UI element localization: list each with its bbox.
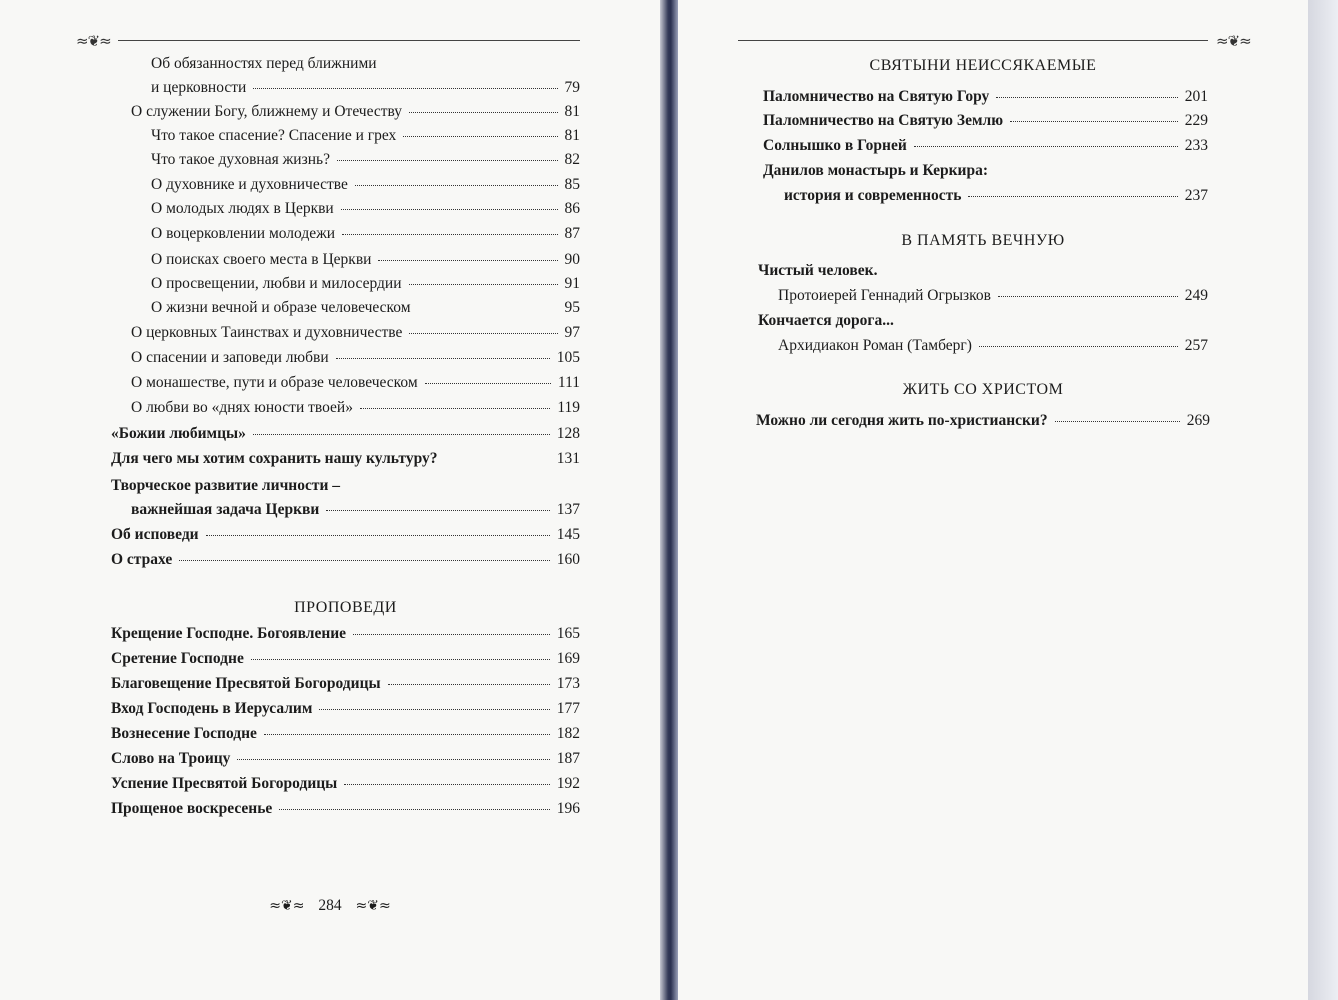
toc-page-number: 249 bbox=[1184, 287, 1208, 304]
toc-page-number: 128 bbox=[556, 425, 580, 442]
toc-leader bbox=[253, 88, 557, 89]
toc-leader bbox=[353, 634, 550, 635]
toc-leader bbox=[914, 146, 1178, 147]
right-page bbox=[678, 0, 1308, 1000]
toc-entry-title: история и современность bbox=[784, 187, 962, 204]
toc-entry bbox=[111, 750, 580, 774]
toc-entry-title: О молодых людях в Церкви bbox=[151, 200, 334, 217]
section-heading-sermons: ПРОПОВЕДИ bbox=[294, 599, 397, 616]
toc-entry-title: Прощеное воскресенье bbox=[111, 800, 273, 817]
folio-ornament-right: ≈❦≈ bbox=[355, 898, 391, 915]
toc-page-number: 97 bbox=[564, 324, 580, 341]
toc-page-number: 182 bbox=[556, 725, 580, 742]
toc-leader bbox=[409, 333, 557, 334]
toc-entry-title: Сретение Господне bbox=[111, 650, 244, 667]
toc-entry-title: О церковных Таинствах и духовничестве bbox=[131, 324, 403, 341]
toc-entry-title: Успение Пресвятой Богородицы bbox=[111, 775, 338, 792]
toc-entry-title: Слово на Троицу bbox=[111, 750, 231, 767]
toc-entry bbox=[151, 200, 580, 224]
toc-page-number: 269 bbox=[1186, 412, 1210, 429]
toc-entry bbox=[151, 79, 580, 103]
toc-entry-title: Вознесение Господне bbox=[111, 725, 257, 742]
toc-entry bbox=[111, 725, 580, 749]
toc-leader bbox=[253, 434, 550, 435]
toc-page-number: 119 bbox=[557, 399, 580, 416]
toc-page-number: 81 bbox=[564, 127, 580, 144]
toc-page-number: 85 bbox=[564, 176, 580, 193]
header-ornament-left: ≈❦≈ bbox=[76, 32, 111, 50]
page-edge bbox=[1308, 0, 1338, 1000]
toc-entry-title: Что такое духовная жизнь? bbox=[151, 151, 330, 168]
toc-entry bbox=[111, 650, 580, 674]
toc-entry-title: О спасении и заповеди любви bbox=[131, 349, 329, 366]
toc-entry-title: О духовнике и духовничестве bbox=[151, 176, 348, 193]
toc-leader bbox=[378, 260, 557, 261]
toc-entry bbox=[131, 501, 580, 525]
left-page bbox=[0, 0, 660, 1000]
toc-entry-title: О любви во «днях юности твоей» bbox=[131, 399, 353, 416]
toc-page-number: 105 bbox=[556, 349, 580, 366]
toc-page-number: 79 bbox=[564, 79, 580, 96]
toc-page-number: 257 bbox=[1184, 337, 1208, 354]
toc-entry bbox=[111, 551, 580, 575]
toc-page-number: 169 bbox=[556, 650, 580, 667]
toc-entry-title: Солнышко в Горней bbox=[763, 137, 907, 154]
toc-page-number: 90 bbox=[564, 251, 580, 268]
toc-entry bbox=[784, 187, 1208, 211]
toc-entry bbox=[111, 425, 580, 449]
toc-entry-title: Чистый человек. bbox=[758, 262, 878, 279]
toc-leader bbox=[355, 185, 558, 186]
toc-entry-title: Что такое спасение? Спасение и грех bbox=[151, 127, 397, 144]
toc-entry bbox=[111, 625, 580, 649]
toc-entry-title: Паломничество на Святую Землю bbox=[763, 112, 1004, 129]
toc-entry bbox=[151, 275, 580, 299]
toc-entry bbox=[756, 412, 1210, 436]
toc-entry-title: Паломничество на Святую Гору bbox=[763, 88, 990, 105]
toc-entry-title: О монашестве, пути и образе человеческом bbox=[131, 374, 418, 391]
toc-entry-title: «Божии любимцы» bbox=[111, 425, 246, 442]
header-ornament-right: ≈❦≈ bbox=[1216, 32, 1251, 50]
toc-entry-title: Архидиакон Роман (Тамберг) bbox=[778, 337, 972, 354]
toc-entry bbox=[131, 324, 580, 348]
toc-entry bbox=[131, 349, 580, 373]
toc-entry bbox=[111, 450, 580, 474]
toc-leader bbox=[319, 709, 549, 710]
toc-entry-title: О служении Богу, ближнему и Отечеству bbox=[131, 103, 403, 120]
toc-entry-title: Вход Господень в Иерусалим bbox=[111, 700, 313, 717]
toc-page-number: 87 bbox=[564, 225, 580, 242]
toc-page-number: 201 bbox=[1184, 88, 1208, 105]
toc-entry bbox=[151, 176, 580, 200]
toc-entry bbox=[778, 287, 1208, 311]
toc-page-number: 229 bbox=[1184, 112, 1208, 129]
toc-page-number: 187 bbox=[556, 750, 580, 767]
header-rule-right bbox=[738, 40, 1208, 41]
toc-entry-title: О жизни вечной и образе человеческом bbox=[151, 299, 411, 316]
toc-entry-title: О воцерковлении молодежи bbox=[151, 225, 336, 242]
toc-entry bbox=[131, 103, 580, 127]
toc-leader bbox=[360, 408, 550, 409]
toc-page-number: 237 bbox=[1184, 187, 1208, 204]
toc-page-number: 160 bbox=[556, 551, 580, 568]
toc-leader bbox=[388, 684, 550, 685]
toc-page-number: 111 bbox=[557, 374, 580, 391]
toc-page-number: 177 bbox=[556, 700, 580, 717]
toc-page-number: 233 bbox=[1184, 137, 1208, 154]
toc-page-number: 173 bbox=[556, 675, 580, 692]
book-spine bbox=[660, 0, 678, 1000]
toc-leader bbox=[1055, 421, 1180, 422]
header-rule-left bbox=[118, 40, 580, 41]
toc-page-number: 131 bbox=[556, 450, 580, 467]
page-folio bbox=[0, 897, 660, 915]
page-number: 284 bbox=[318, 897, 342, 915]
toc-entry bbox=[778, 337, 1208, 361]
toc-page-number: 192 bbox=[556, 775, 580, 792]
toc-entry-title: Творческое развитие личности – bbox=[111, 477, 341, 494]
toc-entry bbox=[111, 526, 580, 550]
toc-entry-title: Для чего мы хотим сохранить нашу культуру? bbox=[111, 450, 438, 467]
toc-entry bbox=[111, 700, 580, 724]
toc-leader bbox=[344, 784, 549, 785]
folio-ornament-left: ≈❦≈ bbox=[269, 898, 305, 915]
toc-leader bbox=[425, 383, 551, 384]
toc-leader bbox=[326, 510, 549, 511]
toc-entry-title: и церковности bbox=[151, 79, 247, 96]
toc-leader bbox=[1010, 121, 1178, 122]
toc-leader bbox=[179, 560, 550, 561]
toc-entry bbox=[763, 88, 1208, 112]
toc-leader bbox=[996, 97, 1177, 98]
section-heading-christ: ЖИТЬ СО ХРИСТОМ bbox=[902, 381, 1064, 398]
toc-leader bbox=[403, 136, 557, 137]
toc-page-number: 91 bbox=[564, 275, 580, 292]
toc-entry bbox=[151, 251, 580, 275]
toc-leader bbox=[206, 535, 550, 536]
toc-entry bbox=[151, 225, 580, 249]
toc-page-number: 82 bbox=[564, 151, 580, 168]
toc-page-number: 137 bbox=[556, 501, 580, 518]
toc-entry bbox=[151, 151, 580, 175]
toc-leader bbox=[979, 346, 1178, 347]
toc-page-number: 145 bbox=[556, 526, 580, 543]
toc-entry-title: Кончается дорога... bbox=[758, 312, 894, 329]
toc-leader bbox=[998, 296, 1178, 297]
toc-leader bbox=[342, 234, 557, 235]
toc-entry-title: важнейшая задача Церкви bbox=[131, 501, 320, 518]
toc-page-number: 81 bbox=[564, 103, 580, 120]
toc-page-number: 86 bbox=[564, 200, 580, 217]
toc-entry bbox=[151, 127, 580, 151]
toc-leader bbox=[341, 209, 558, 210]
toc-entry-title: О страхе bbox=[111, 551, 173, 568]
toc-entry-title: Крещение Господне. Богоявление bbox=[111, 625, 347, 642]
toc-entry bbox=[151, 299, 580, 323]
toc-leader bbox=[409, 284, 558, 285]
toc-entry bbox=[111, 675, 580, 699]
toc-entry-title: О просвещении, любви и милосердии bbox=[151, 275, 402, 292]
toc-leader bbox=[336, 358, 550, 359]
toc-entry bbox=[131, 399, 580, 423]
section-heading-shrines: СВЯТЫНИ НЕИССЯКАЕМЫЕ bbox=[869, 57, 1097, 74]
toc-leader bbox=[279, 809, 549, 810]
toc-entry-title: Об исповеди bbox=[111, 526, 199, 543]
toc-entry bbox=[763, 112, 1208, 136]
toc-leader bbox=[409, 112, 557, 113]
toc-leader bbox=[264, 734, 550, 735]
toc-entry bbox=[763, 137, 1208, 161]
toc-entry bbox=[111, 800, 580, 824]
toc-page-number: 196 bbox=[556, 800, 580, 817]
toc-entry-title: Протоиерей Геннадий Огрызков bbox=[778, 287, 991, 304]
toc-leader bbox=[337, 160, 558, 161]
toc-leader bbox=[251, 659, 550, 660]
section-heading-memory: В ПАМЯТЬ ВЕЧНУЮ bbox=[901, 232, 1065, 249]
toc-page-number: 95 bbox=[564, 299, 580, 316]
toc-page-number: 165 bbox=[556, 625, 580, 642]
toc-leader bbox=[968, 196, 1177, 197]
toc-entry bbox=[111, 775, 580, 799]
toc-entry bbox=[131, 374, 580, 398]
toc-leader bbox=[237, 759, 549, 760]
toc-entry-title: Благовещение Пресвятой Богородицы bbox=[111, 675, 381, 692]
toc-entry-title: Данилов монастырь и Керкира: bbox=[763, 162, 988, 179]
toc-entry-title: Можно ли сегодня жить по-христиански? bbox=[756, 412, 1048, 429]
toc-entry-title: Об обязанностях перед ближними bbox=[151, 55, 377, 72]
toc-entry-title: О поисках своего места в Церкви bbox=[151, 251, 372, 268]
